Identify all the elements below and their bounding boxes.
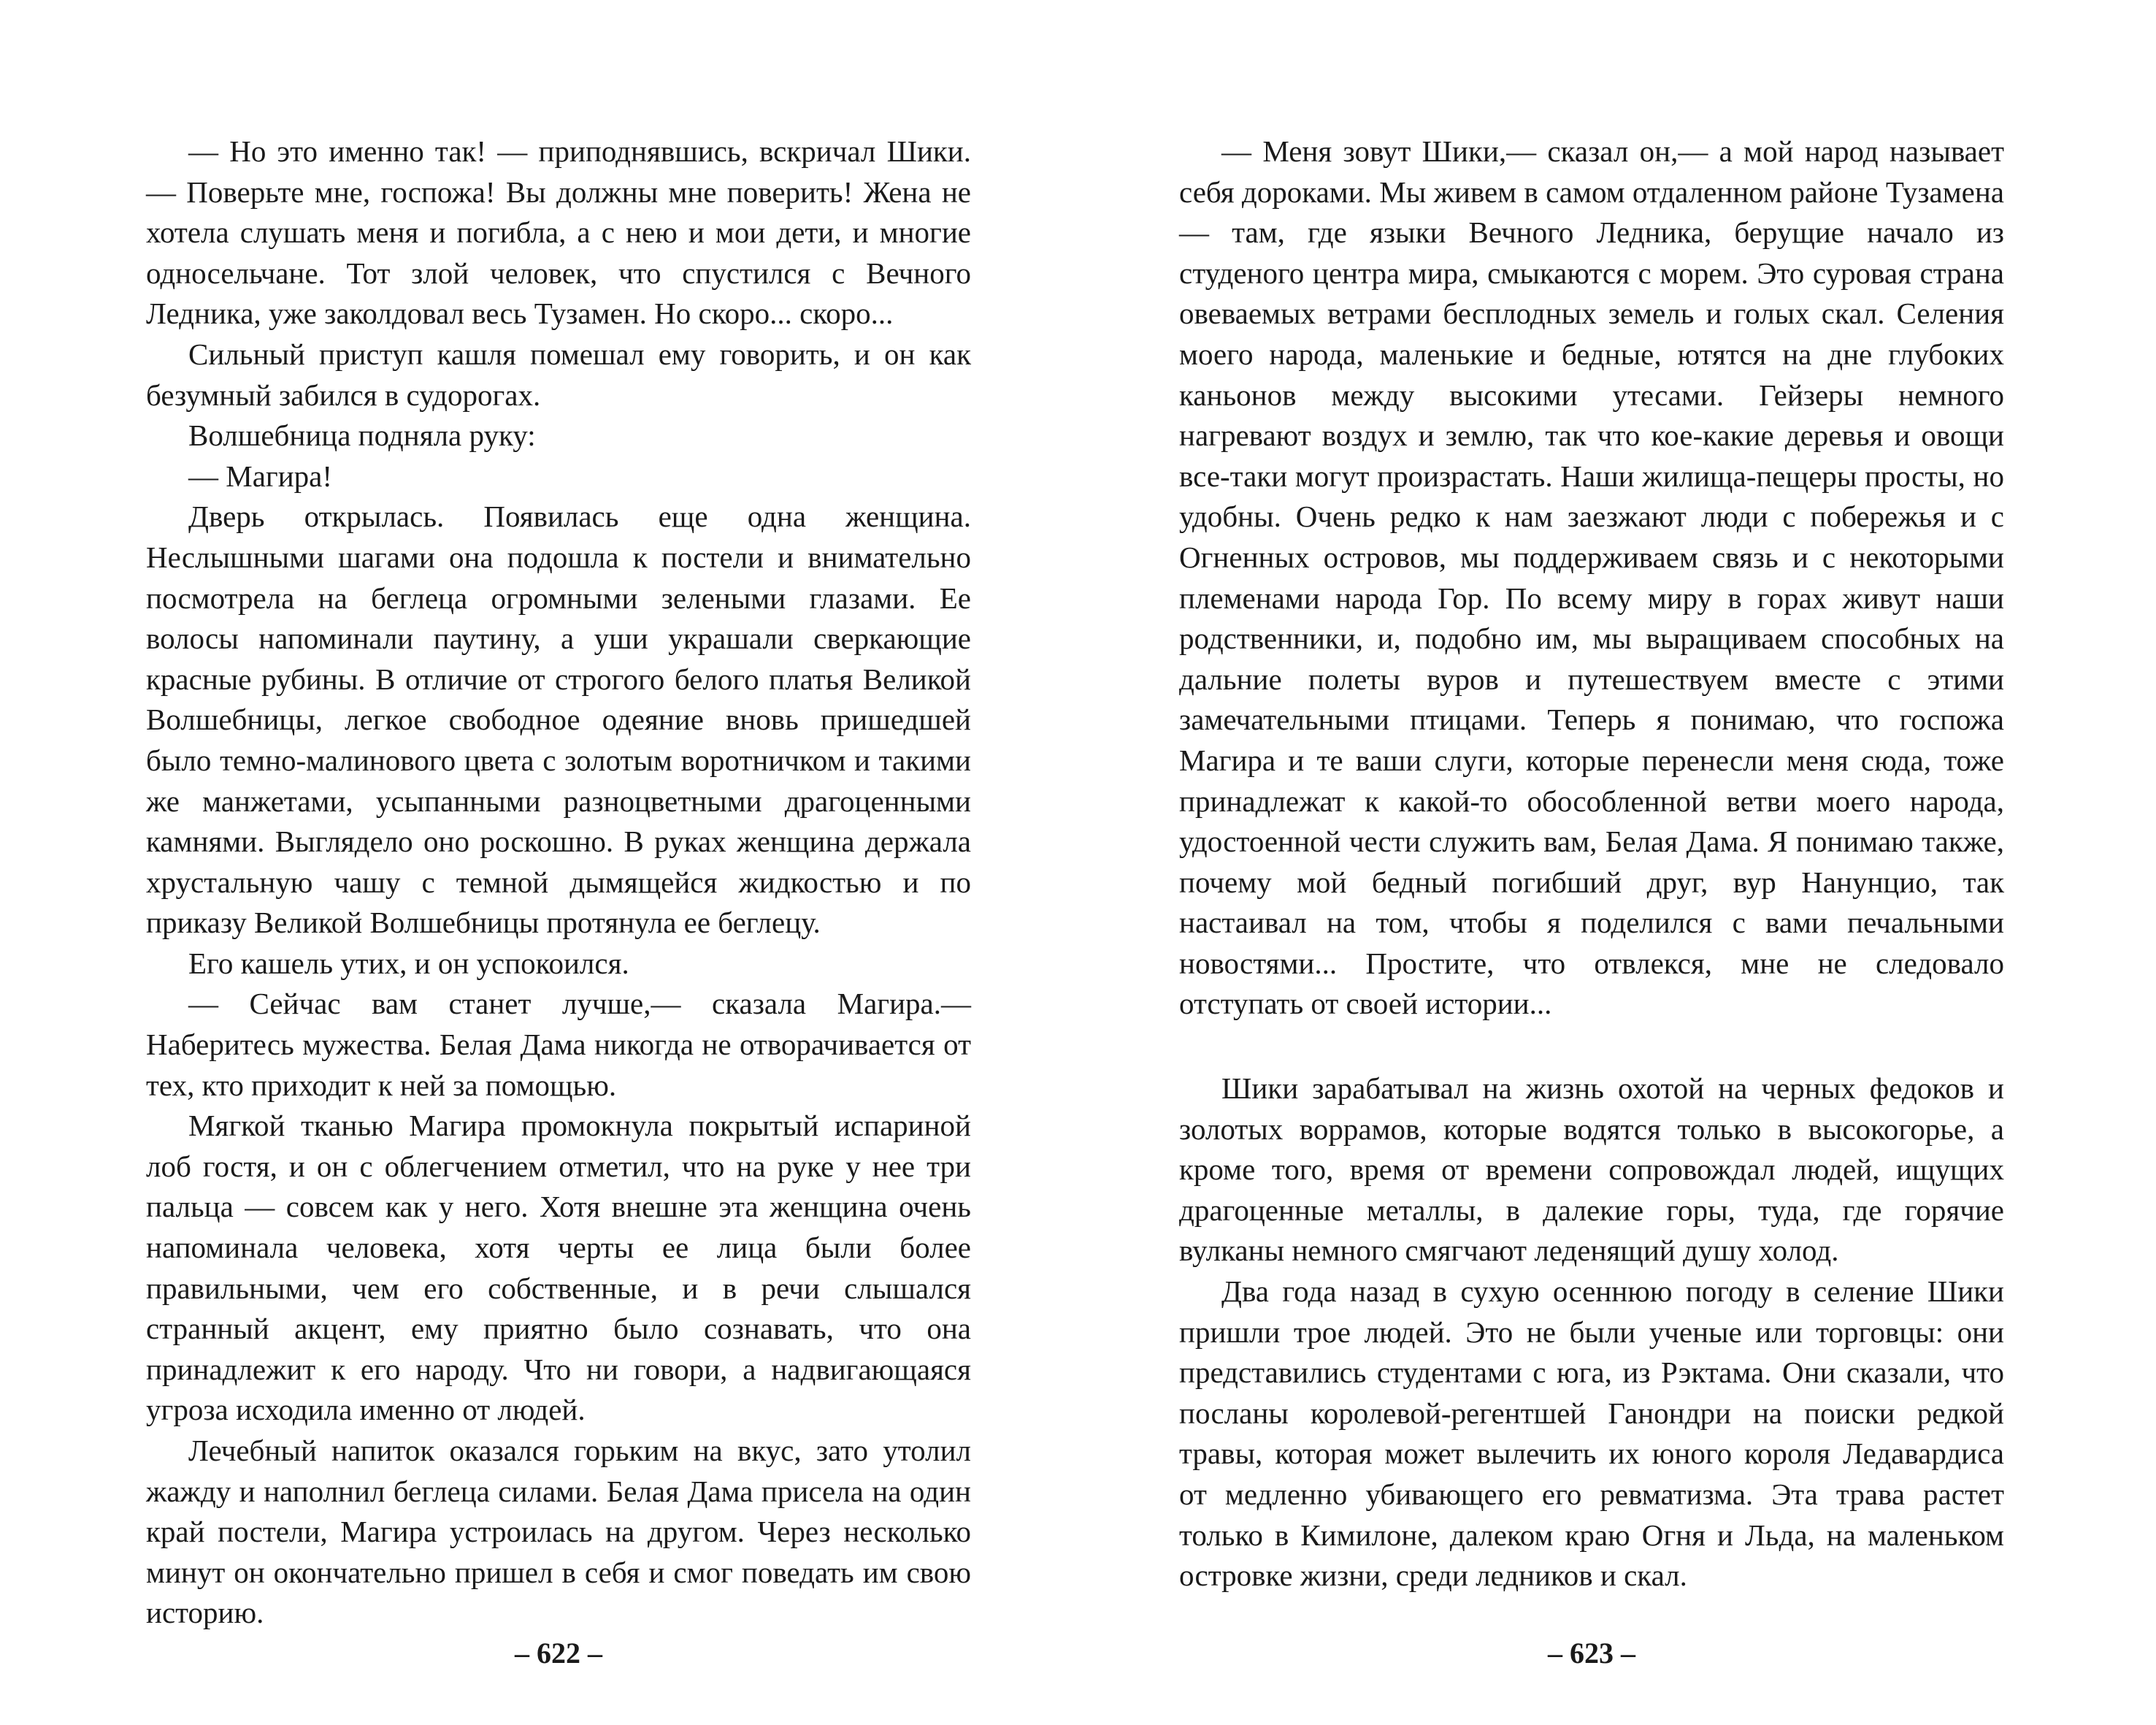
paragraph: — Сейчас вам станет лучше,— сказала Магира.— Наберитесь мужества. Белая Дама никогда не отворачивается от тех, кто приходит к ней за помощью. bbox=[146, 987, 971, 1102]
paragraph: Его кашель утих, и он успокоился. bbox=[188, 946, 629, 980]
right-page-number: – 623 – bbox=[1548, 1637, 1635, 1669]
paragraph: Сильный приступ кашля помешал ему говорить, и он как безумный забился в судорогах. bbox=[146, 337, 971, 412]
left-page bbox=[146, 131, 971, 1634]
paragraph: Лечебный напиток оказался горьким на вкус, зато утолил жажду и наполнил беглеца силами. Белая Дама присела на один край постели, Магира устроилась на другом. Через несколько минут он окончательно пришел в себя и смог поведать им свою историю. bbox=[146, 1434, 971, 1630]
paragraph: Два года назад в сухую осеннюю погоду в селение Шики пришли трое людей. Это не были ученые или торговцы: они представились студентами с юга, из Рэктама. Они сказали, что посланы королевой-регентшей Ганондри на поиски редкой травы, которая может вылечить их юного короля Ледавардиса от медленно убивающего его ревматизма. Эта трава растет только в Кимилоне, далеком краю Огня и Льда, на маленьком островке жизни, среди ледников и скал. bbox=[1179, 1274, 2004, 1593]
paragraph: — Меня зовут Шики,— сказал он,— а мой народ называет себя дороками. Мы живем в самом отдаленном районе Тузамена — там, где языки Вечного Ледника, берущие начало из студеного центра мира, смыкаются с морем. Это суровая страна овеваемых ветрами бесплодных земель и голых скал. Селения моего народа, маленькие и бедные, ютятся на дне глубоких каньонов между высокими утесами. Гейзеры немного нагревают воздух и землю, так что кое-какие деревья и овощи все-таки могут произрастать. Наши жилища-пещеры просты, но удобны. Очень редко к нам заезжают люди с побережья и с Огненных островов, мы поддерживаем связь и с некоторыми племенами народа Гор. По всему миру в горах живут наши родственники, и, подобно им, мы выращиваем способных на дальние полеты вуров и путешествуем вместе с этими замечательными птицами. Теперь я понимаю, что госпожа Магира и те ваши слуги, которые перенесли меня сюда, тоже принадлежат к какой-то обособленной ветви моего народа, удостоенной чести служить вам, Белая Дама. Я понимаю также, почему мой бедный погибший друг, вур Нанунцио, так настаивал на том, чтобы я поделился с вами печальными новостями... Простите, что отвлекся, мне не следовало отступать от своей истории... bbox=[1179, 134, 2004, 1021]
paragraph: Мягкой тканью Магира промокнула покрытый испариной лоб гостя, и он с облегчением отметил, что на руке у нее три пальца — совсем как у него. Хотя внешне эта женщина очень напоминала человека, хотя черты ее лица были более правильными, чем его собственные, и в речи слышался странный акцент, ему приятно было сознавать, что она принадлежит к его народу. Что ни говори, а надвигающаяся угроза исходила именно от людей. bbox=[146, 1109, 971, 1427]
paragraph: — Но это именно так! — приподнявшись, вскричал Шики.— Поверьте мне, госпожа! Вы должны мне поверить! Жена не хотела слушать меня и погибла, а с нею и мои дети, и многие односельчане. Тот злой человек, что спустился с Вечного Ледника, уже заколдовал весь Тузамен. Но скоро... скоро... bbox=[146, 134, 971, 331]
left-page-number: – 622 – bbox=[515, 1637, 602, 1669]
paragraph: Волшебница подняла руку: bbox=[188, 418, 536, 453]
paragraph: Шики зарабатывал на жизнь охотой на черных федоков и золотых воррамов, которые водятся только в высокогорье, а кроме того, время от времени сопровождал людей, ищущих драгоценные металлы, в далекие горы, туда, где горячие вулканы немного смягчают леденящий душу холод. bbox=[1179, 1071, 2004, 1268]
paragraph: — Магира! bbox=[188, 459, 333, 493]
right-page bbox=[1179, 131, 2004, 1596]
paragraph: Дверь открылась. Появилась еще одна женщина. Неслышными шагами она подошла к постели и внимательно посмотрела на беглеца огромными зелеными глазами. Ее волосы напоминали паутину, а уши украшали сверкающие красные рубины. В отличие от строгого белого платья Великой Волшебницы, легкое свободное одеяние вновь пришедшей было темно-малинового цвета с золотым воротничком и такими же манжетами, усыпанными разноцветными драгоценными камнями. Выглядело оно роскошно. В руках женщина держала хрустальную чашу с темной дымящейся жидкостью и по приказу Великой Волшебницы протянула ее беглецу. bbox=[146, 500, 971, 940]
